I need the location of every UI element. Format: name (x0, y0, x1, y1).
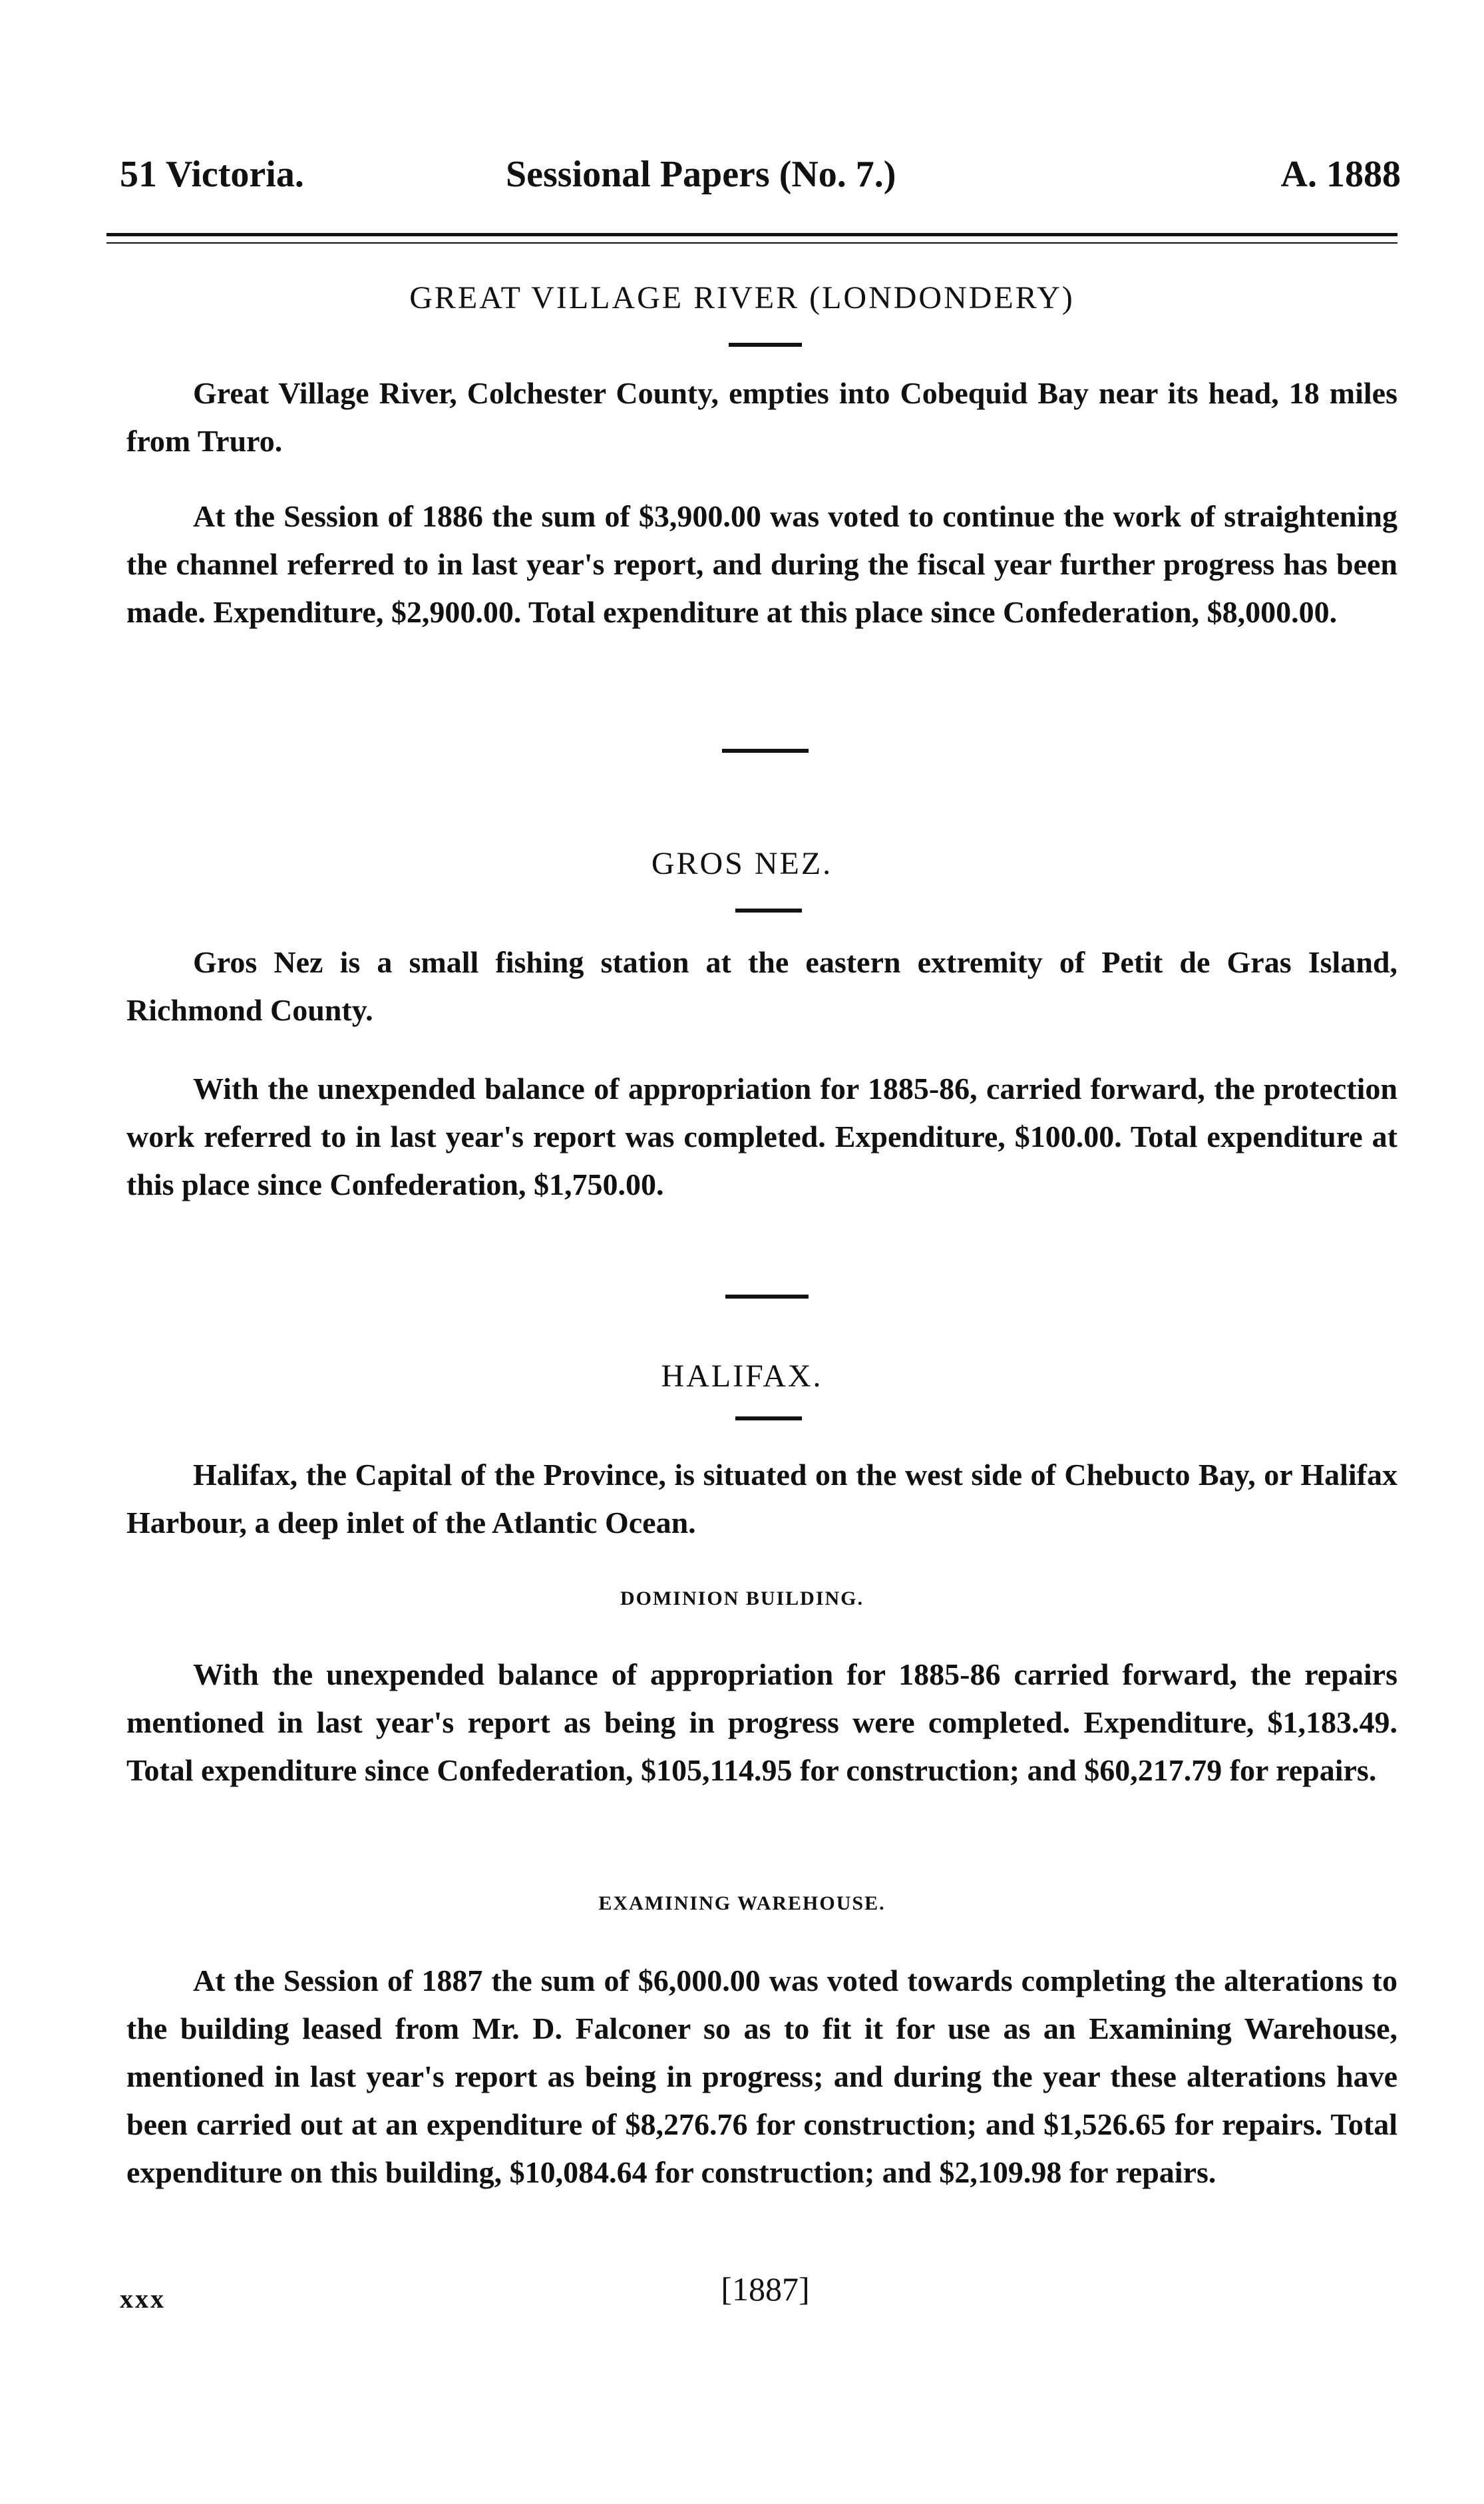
footer-signature-mark: xxx (120, 2284, 166, 2314)
great-village-para-1: Great Village River, Colchester County, empties into Cobequid Bay near its head, 18 miles from Truro. (126, 376, 1397, 458)
gros-nez-para-2: With the unexpended balance of appropriation for 1885-86, carried forward, the protection work referred to in last year's report was completed. Expenditure, $100.00. Total expenditure at this place since Confederation, $1,750.00. (126, 1072, 1397, 1201)
subheading-dominion-building: DOMINION BUILDING. (620, 1587, 864, 1609)
header-double-rule (106, 233, 1397, 244)
examining-warehouse-para: At the Session of 1887 the sum of $6,000.00 was voted towards completing the alterations to the building leased from Mr. D. Falconer so as to fit it for use as an Examining Warehouse, mentioned in last year's report as being in progress; and during the year these alterations have been carried out at an expenditure of $8,276.76 for construction; and $1,526.65 for repairs. Total expenditure on this building, $10,084.64 for construction; and $2,109.98 for repairs. (126, 1964, 1397, 2189)
footer-page-reference: [1887] (721, 2270, 810, 2308)
section-divider (722, 749, 809, 753)
section-heading-halifax: HALIFAX. (661, 1358, 823, 1394)
heading-rule (735, 1416, 802, 1420)
section-heading-great-village: GREAT VILLAGE RIVER (LONDONDERY) (409, 280, 1075, 315)
running-head-left: 51 Victoria. (120, 154, 304, 195)
great-village-para-2: At the Session of 1886 the sum of $3,900.00 was voted to continue the work of straightening the channel referred to in last year's report, and during the fiscal year further progress has been made. Expenditure, $2,900.00. Total expenditure at this place since Confederation, $8,000.00. (126, 499, 1397, 629)
section-divider (725, 1295, 809, 1299)
section-heading-gros-nez: GROS NEZ. (651, 846, 833, 881)
halifax-para-1: Halifax, the Capital of the Province, is situated on the west side of Chebucto Bay, or Halifax Harbour, a deep inlet of the Atlantic Ocean. (126, 1458, 1397, 1540)
heading-rule (729, 343, 802, 347)
gros-nez-para-1: Gros Nez is a small fishing station at the eastern extremity of Petit de Gras Island, Richmond County. (126, 945, 1397, 1027)
running-head-right: A. 1888 (1280, 154, 1401, 195)
running-head (120, 153, 1401, 206)
dominion-building-para: With the unexpended balance of appropriation for 1885-86 carried forward, the repairs mentioned in last year's report as being in progress were completed. Expenditure, $1,183.49. Total expenditure since Confederation, $105,114.95 for construction; and $60,217.79 for repairs. (126, 1657, 1397, 1787)
heading-rule (735, 909, 802, 913)
subheading-examining-warehouse: EXAMINING WAREHOUSE. (598, 1892, 886, 1914)
running-head-center: Sessional Papers (No. 7.) (506, 154, 896, 195)
